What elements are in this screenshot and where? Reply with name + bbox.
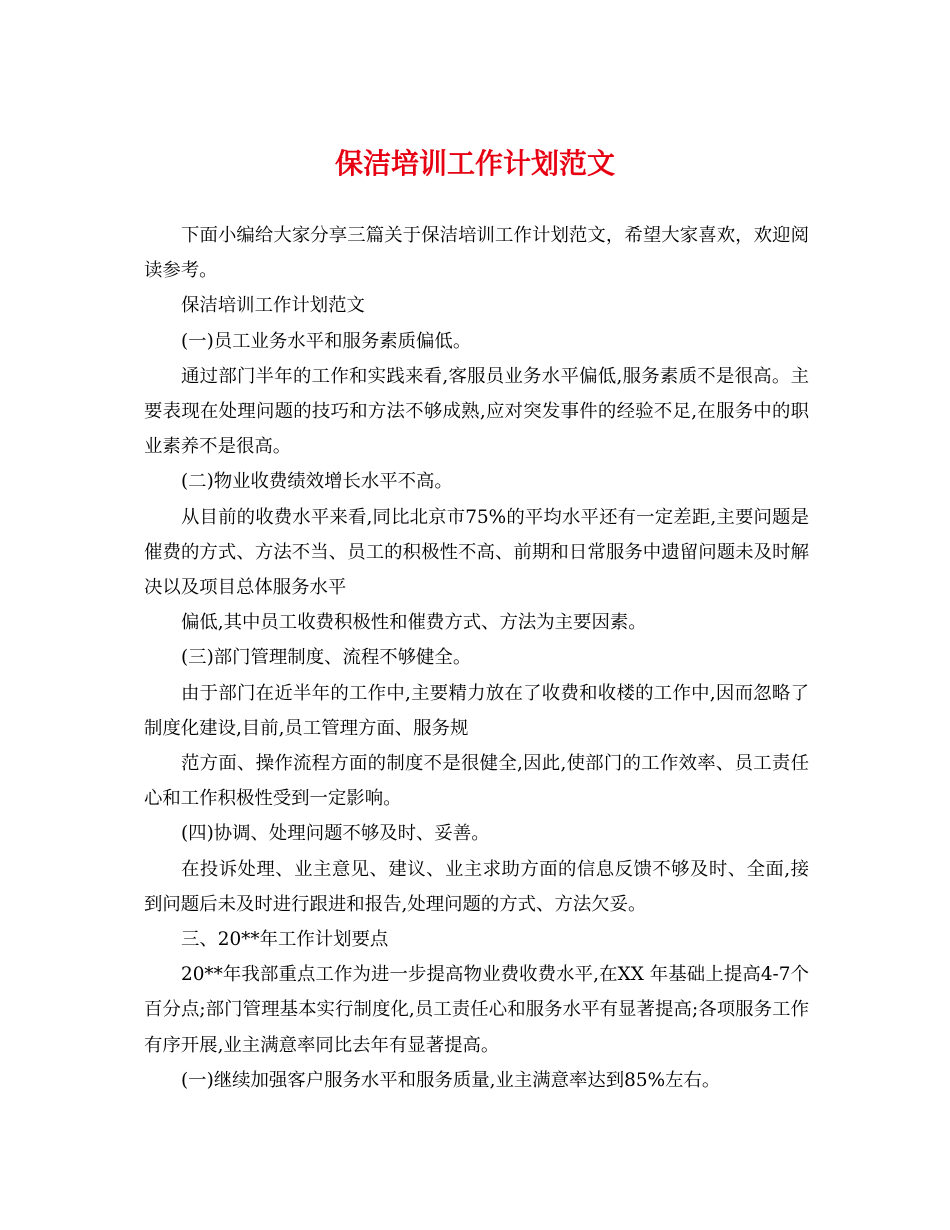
paragraph-section-3: 三、20**年工作计划要点 — [181, 929, 389, 951]
paragraph-body-2: 从目前的收费水平来看,同比北京市75%的平均水平还有一定差距,主要问题是催费的方式、方法不当、员工的积极性不高、前期和日常服务中遗留问题未及时解决以及项目总体服务水平 — [144, 506, 809, 599]
paragraph-body-3-cont: 范方面、操作流程方面的制度不是很健全,因此,使部门的工作效率、员工责任心和工作积极性受到一定影响。 — [144, 753, 809, 810]
paragraph-heading-5: (一)继续加强客户服务水平和服务质量,业主满意率达到85%左右。 — [181, 1069, 721, 1091]
paragraph-body-1: 通过部门半年的工作和实践来看,客服员业务水平偏低,服务素质不是很高。主要表现在处理问题的技巧和方法不够成熟,应对突发事件的经验不足,在服务中的职业素养不是很高。 — [144, 365, 809, 458]
paragraph-subtitle: 保洁培训工作计划范文 — [181, 295, 365, 317]
paragraph-heading-2: (二)物业收费绩效增长水平不高。 — [181, 471, 453, 493]
paragraph-body-5: 20**年我部重点工作为进一步提高物业费收费水平,在XX 年基础上提高4-7个百分点;部门管理基本实行制度化,员工责任心和服务水平有显著提高;各项服务工作有序开展,业主满意率同比去年有显著提高。 — [144, 964, 809, 1056]
paragraph-body-4: 在投诉处理、业主意见、建议、业主求助方面的信息反馈不够及时、全面,接到问题后未及时进行跟进和报告,处理问题的方式、方法欠妥。 — [144, 858, 809, 915]
document-body — [144, 218, 809, 1098]
paragraph-intro: 下面小编给大家分享三篇关于保洁培训工作计划范文，希望大家喜欢，欢迎阅读参考。 — [144, 225, 809, 282]
paragraph-heading-3: (三)部门管理制度、流程不够健全。 — [181, 647, 472, 669]
paragraph-body-3: 由于部门在近半年的工作中,主要精力放在了收费和收楼的工作中,因而忽略了制度化建设,目前,员工管理方面、服务规 — [144, 682, 809, 739]
paragraph-body-2-cont: 偏低,其中员工收费积极性和催费方式、方法为主要因素。 — [181, 612, 647, 634]
paragraph-heading-4: (四)协调、处理问题不够及时、妥善。 — [181, 823, 490, 845]
document-title: 保洁培训工作计划范文 — [334, 147, 615, 180]
paragraph-heading-1: (一)员工业务水平和服务素质偏低。 — [181, 330, 472, 352]
